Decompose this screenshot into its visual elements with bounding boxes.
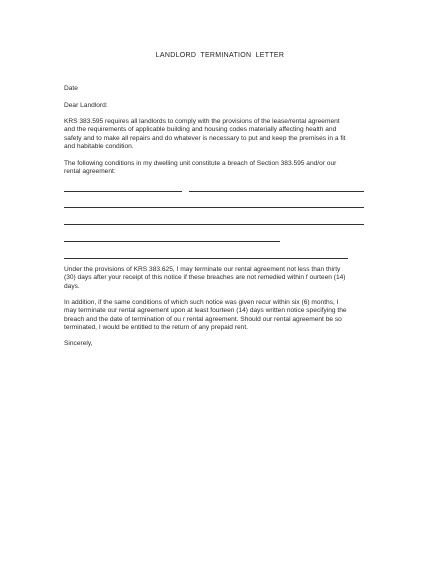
blank-line-1b[interactable]: [189, 191, 364, 192]
paragraph-line: terminated, I would be entitled to the return of any prepaid rent.: [64, 324, 249, 332]
blank-line-2[interactable]: [64, 207, 364, 208]
paragraph-conditions: [64, 160, 376, 177]
paragraph-recurrence: [64, 299, 376, 333]
date-label: Date: [64, 85, 78, 92]
paragraph-line: In addition, if the same conditions of which such notice was given recur within six (6) months, I: [64, 299, 339, 306]
paragraph-line: and habitable condition.: [64, 143, 134, 151]
blank-line-5[interactable]: [64, 258, 348, 259]
paragraph-krs-383-625: [64, 266, 376, 291]
blank-line-3[interactable]: [64, 224, 364, 225]
blank-line-1a[interactable]: [64, 191, 182, 192]
blank-line-4[interactable]: [64, 241, 280, 242]
paragraph-line: rental agreement:: [64, 168, 116, 176]
paragraph-line: days.: [64, 282, 80, 290]
salutation: Dear Landlord:: [64, 102, 108, 109]
paragraph-line: may terminate our rental agreement upon at least fourteen (14) days written notice specifying the: [64, 307, 347, 315]
paragraph-line: safety and to make all repairs and do whatever is necessary to put and keep the premises in a fit: [64, 134, 346, 142]
paragraph-line: and the requirements of applicable building and housing codes materially affecting health and: [64, 126, 337, 134]
paragraph-line: breach and the date of termination of ou r rental agreement. Should our rental agreement be so: [64, 315, 342, 323]
paragraph-line: The following conditions in my dwelling unit constitute a breach of Section 383.595 and/or our: [64, 160, 337, 167]
paragraph-line: Under the provisions of KRS 383.625, I may terminate our rental agreement not less than thirty: [64, 266, 341, 273]
letter-title: LANDLORD TERMINATION LETTER: [155, 52, 285, 59]
paragraph-line: KRS 383.595 requires all landlords to comply with the provisions of the lease/rental agreement: [64, 118, 340, 125]
closing: Sincerely,: [64, 340, 93, 347]
paragraph-line: (30) days after your receipt of this notice if these breaches are not remedied within f ourteen (14): [64, 274, 346, 282]
paragraph-krs-383-595: [64, 118, 376, 152]
